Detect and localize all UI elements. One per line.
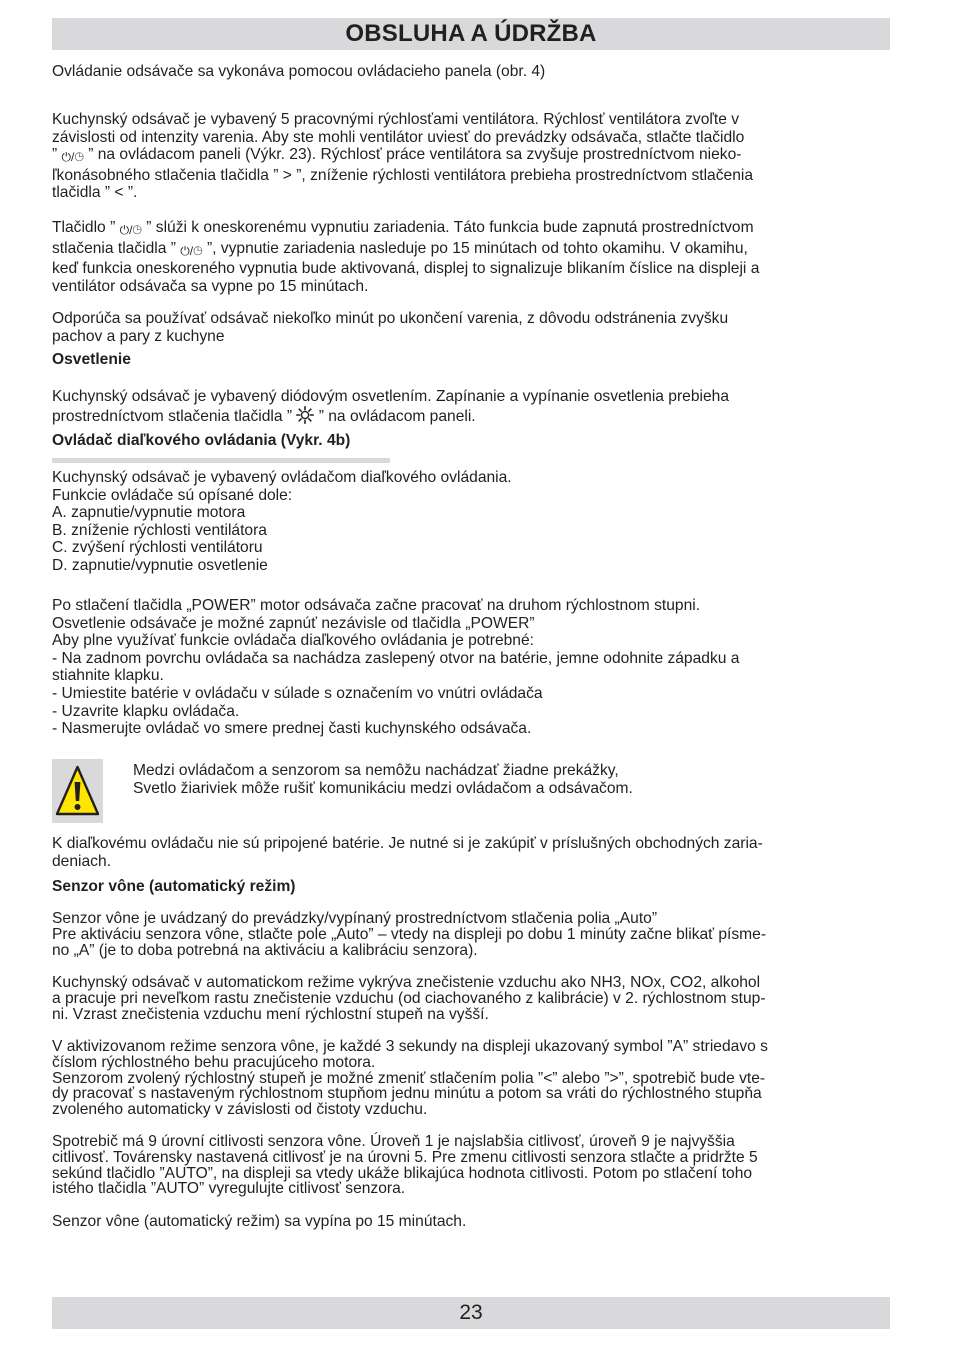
page-number: 23 xyxy=(459,1301,483,1324)
warning-icon xyxy=(55,764,100,818)
remote-functions-list: Kuchynský odsávač je vybavený ovládačom diaľkového ovládania. Funkcie ovládače sú opísané dole: A. zapnutie/vypnutie motora B. zníženie rýchlosti ventilátora C. zvýšení rýchlosti ventilátoru D. zapnutie/vypnutie osvetlenie xyxy=(52,469,512,574)
fan-speed-text-2: ” na ovládacom paneli (Výkr. 23). Rýchlosť práce ventilátora sa zvyšuje prostredníctvom nieko- ľkonásobného stlačenia tlačidla ” > ”, zníženie rýchlosti ventilátora prebieha prostredníctvom stlačenia tlačidla ” < ”. xyxy=(52,146,754,202)
power-timer-icon: ⏻/◷ xyxy=(180,243,203,258)
batteries-paragraph: K diaľkovému ovládaču nie sú pripojené batérie. Je nutné si je zakúpiť v príslušných obchodných zaria- deniach. xyxy=(52,835,763,870)
fan-speed-paragraph xyxy=(52,111,890,202)
sensor-heading: Senzor vône (automatický režim) xyxy=(52,878,296,895)
footer-bar xyxy=(52,1297,890,1329)
delayed-off-text-3: ”, vypnutie zariadenia nasleduje po 15 minútach od tohto okamihu. V okamihu, keď funkcia oneskoreného vypnutia bude aktivovaná, displej to signalizuje blikaním číslice na displeji a ventilátor odsávača sa vypne po 15 minútach. xyxy=(52,239,760,295)
remote-power-paragraph: Po stlačení tlačidla „POWER” motor odsávača začne pracovať na druhom rýchlostnom stupni. Osvetlenie odsávače je možné zapnúť nezávisle od tlačidla „POWER” Aby plne využívať funkcie ovládača diaľkového ovládania je potrebné: - Na zadnom povrchu ovládača sa nachádza zaslepený otvor na batérie, jemne odohnite západku a stiahnite klapku. - Umiestite batérie v ovládaču v súlade s označením vo vnútri ovládača - Uzavrite klapku ovládača. - Nasmerujte ovládač vo smere prednej časti kuchynského odsávača. xyxy=(52,597,740,738)
sensor-paragraph-3: V aktivizovanom režime senzora vône, je každé 3 sekundy na displeji ukazovaný symbol ”A” striedavo s číslom rýchlostného behu pracujúceho motora. Senzorom zvolený rýchlostný stupeň je možné zmeniť stlačením polia ”<” alebo ”>”, spotrebič bude vte- dy pracovať s nastaveným rýchlostnom stupňom jednu minútu a potom sa vráti do rýchlostného stupňa zvoleného automaticky v závislosti od čistoty vzduchu. xyxy=(52,1038,768,1119)
title-bar xyxy=(52,18,890,50)
power-timer-icon: ⏻/◷ xyxy=(61,150,84,165)
fan-speed-text-1: Kuchynský odsávač je vybavený 5 pracovnými rýchlosťami ventilátora. Rýchlosť ventilátora zvoľte v závislosti od intenzity varenia. Aby ste mohli ventilátor uviesť do prevádzky odsávača, stlačte tlačidlo ” xyxy=(52,111,745,164)
remote-heading: Ovládač diaľkového ovládania (Vykr. 4b) xyxy=(52,432,351,449)
light-icon xyxy=(296,406,314,424)
sensor-paragraph-1: Senzor vône je uvádzaný do prevádzky/vypínaný prostredníctvom stlačenia polia „Auto” Pre aktiváciu senzora vône, stlačte pole „Auto” – vtedy na displeji po dobu 1 minúty začne blikať písme- no „A” (je to doba potrebná na aktiváciu a kalibráciu senzora). xyxy=(52,910,767,959)
delayed-off-paragraph xyxy=(52,219,890,295)
section-divider xyxy=(52,458,390,463)
lighting-text-1: Kuchynský odsávač je vybavený diódovým osvetlením. Zapínanie a vypínanie osvetlenia prebieha prostredníctvom stlačenia tlačidla ” xyxy=(52,388,729,425)
lighting-paragraph xyxy=(52,388,890,425)
intro-text: Ovládanie odsávače sa vykonáva pomocou ovládacieho panela (obr. 4) xyxy=(52,63,546,80)
delayed-off-text-1: Tlačidlo ” xyxy=(52,219,120,236)
warning-text: Medzi ovládačom a senzorom sa nemôžu nachádzať žiadne prekážky, Svetlo žiariviek môže rušiť komunikáciu medzi ovládačom a odsávačom. xyxy=(133,762,633,797)
sensor-paragraph-2: Kuchynský odsávač v automatickom režime vykrývа znečistenie vzduchu ako NH3, NOx, CO2, alkohol a pracuje pri nevеľkom rastu znečistenie vzduchu (od ciachovaného z kalibrácie) v 2. rýchlostnom stup- ni. Vzrast znečistenia vzduchu mení rýchlostní stupeň na vyšší. xyxy=(52,974,766,1023)
delayed-off-text-2: ” slúži k oneskorenému vypnutiu zariadenia. Táto funkcia bude zapnutá prostredníctvom stlačenia tlačidla ” xyxy=(52,219,754,257)
sensor-paragraph-5: Senzor vône (automatický režim) sa vypína po 15 minútach. xyxy=(52,1213,467,1230)
lighting-heading: Osvetlenie xyxy=(52,351,131,368)
page-title: OBSLUHA A ÚDRŽBA xyxy=(345,20,597,47)
lighting-text-2: ” na ovládacom paneli. xyxy=(314,407,476,425)
sensor-paragraph-4: Spotrebič má 9 úrovní citlivosti senzora vône. Úroveň 1 je najslabšia citlivosť, úroveň 9 je najvyššia citlivosť. Továrensky nastavená citlivosť je na úrovni 5. Pre zmenu citlivosti senzora stlačte a pridržte 5 sekúnd tlačidlo ”AUTO”, na displeji sa vtedy ukáže blikajúca hodnota citlivosti. Potom po stlačení toho istého tlačidla ”AUTO” vyregulujte citlivosť senzora. xyxy=(52,1133,758,1198)
recommendation-paragraph: Odporúča sa používať odsávač niekoľko minút po ukončení varenia, z dôvodu odstránenia zvyšku pachov a pary z kuchyne xyxy=(52,310,729,345)
warning-box xyxy=(52,759,103,823)
power-timer-icon: ⏻/◷ xyxy=(119,223,142,237)
